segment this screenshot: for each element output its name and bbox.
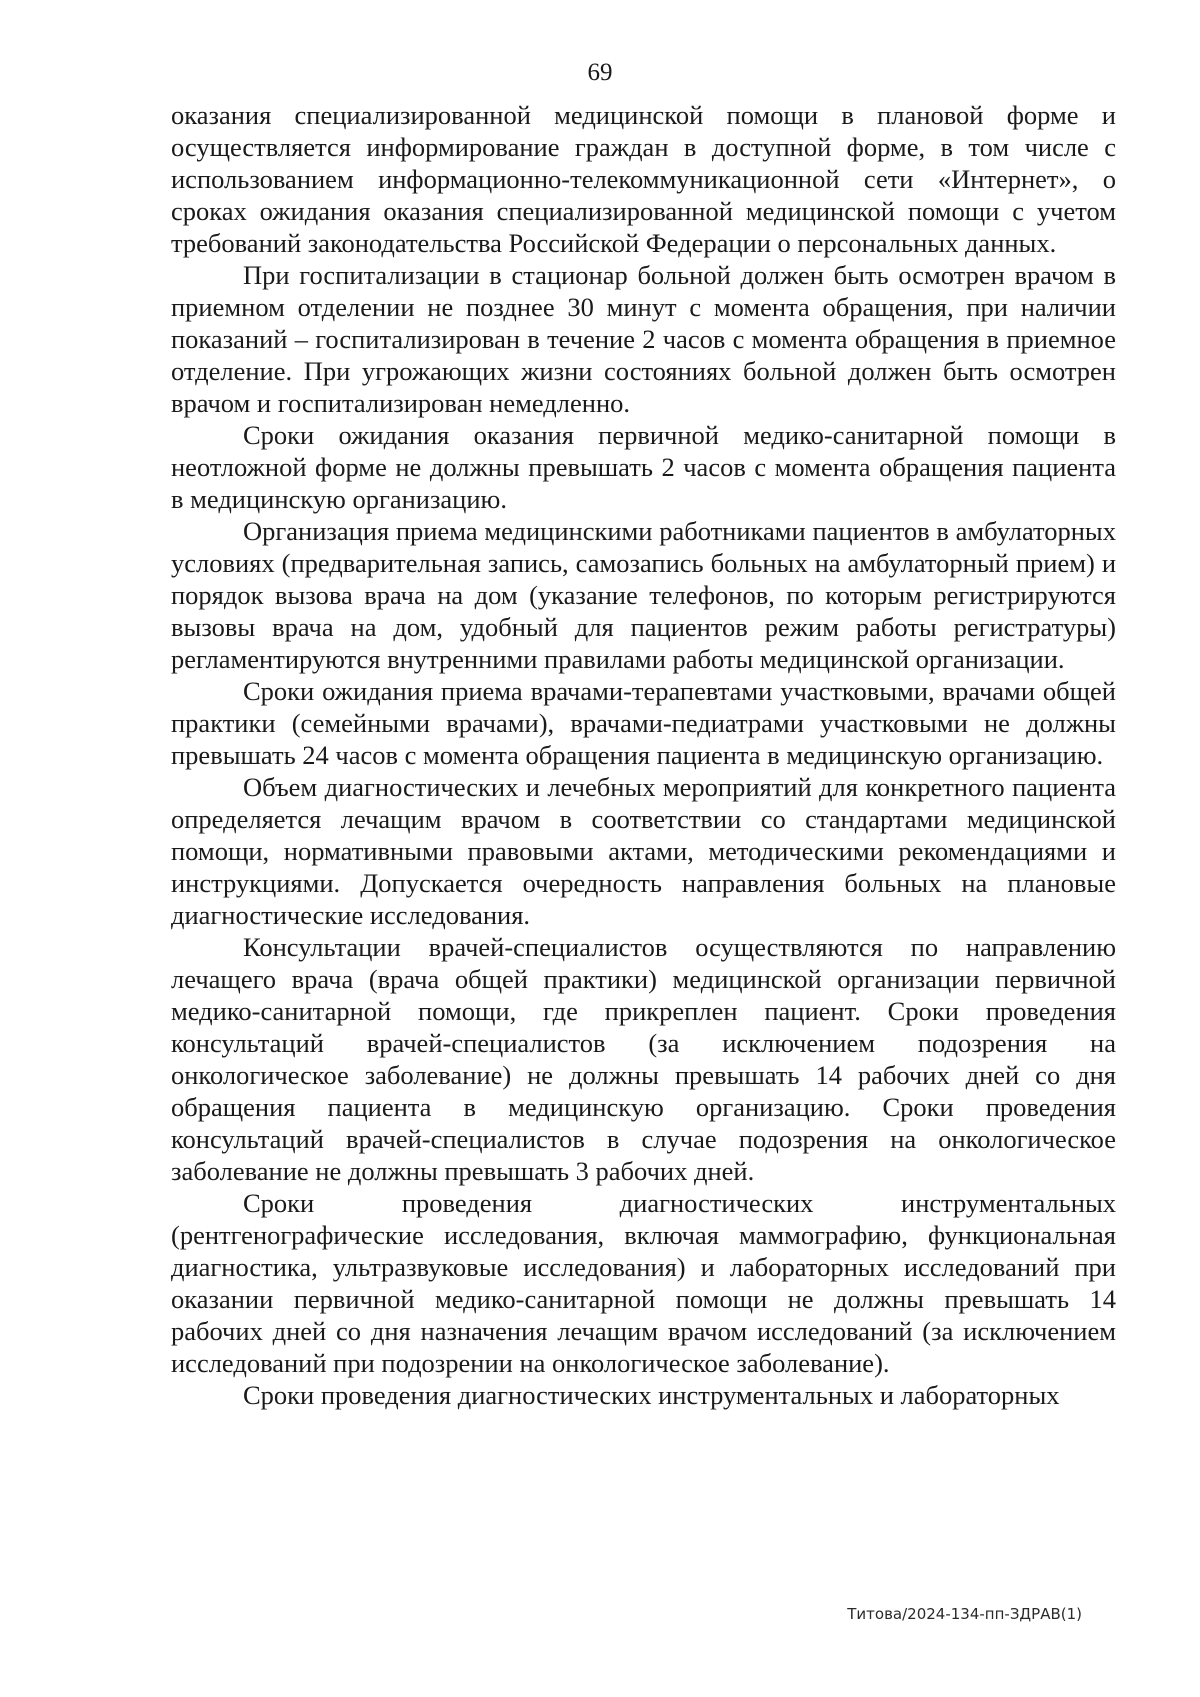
paragraph-9: Сроки проведения диагностических инструментальных и лабораторных: [243, 1380, 1060, 1410]
document-body: [171, 99, 1116, 1411]
paragraph-3: Сроки ожидания оказания первичной медико-санитарной помощи в неотложной форме не должны превышать 2 часов с момента обращения пациента в медицинскую организацию.: [171, 420, 1116, 514]
footer-document-reference: Титова/2024-134-пп-ЗДРАВ(1): [847, 1605, 1082, 1623]
paragraph-7: Консультации врачей-специалистов осуществляются по направлению лечащего врача (врача общей практики) медицинской организации первичной медико-санитарной помощи, где прикреплен пациент. Сроки проведения консультаций врачей-специалистов (за исключением подозрения на онкологическое заболевание) не должны превышать 14 рабочих дней со дня обращения пациента в медицинскую организацию. Сроки проведения консультаций врачей-специалистов в случае подозрения на онкологическое заболевание не должны превышать 3 рабочих дней.: [171, 932, 1116, 1186]
paragraph-1: оказания специализированной медицинской помощи в плановой форме и осуществляется информирование граждан в доступной форме, в том числе с использованием информационно-телекоммуникационной сети «Интернет», о сроках ожидания оказания специализированной медицинской помощи с учетом требований законодательства Российской Федерации о персональных данных.: [171, 100, 1116, 258]
paragraph-8: Сроки проведения диагностических инструментальных (рентгенографические исследования, включая маммографию, функциональная диагностика, ультразвуковые исследования) и лабораторных исследований при оказании первичной медико-санитарной помощи не должны превышать 14 рабочих дней со дня назначения лечащим врачом исследований (за исключением исследований при подозрении на онкологическое заболевание).: [171, 1188, 1116, 1378]
paragraph-5: Сроки ожидания приема врачами-терапевтами участковыми, врачами общей практики (семейными врачами), врачами-педиатрами участковыми не должны превышать 24 часов с момента обращения пациента в медицинскую организацию.: [171, 676, 1116, 770]
page-number: 69: [587, 59, 613, 86]
paragraph-2: При госпитализации в стационар больной должен быть осмотрен врачом в приемном отделении не позднее 30 минут с момента обращения, при наличии показаний – госпитализирован в течение 2 часов с момента обращения в приемное отделение. При угрожающих жизни состояниях больной должен быть осмотрен врачом и госпитализирован немедленно.: [171, 260, 1116, 418]
paragraph-6: Объем диагностических и лечебных мероприятий для конкретного пациента определяется лечащим врачом в соответствии со стандартами медицинской помощи, нормативными правовыми актами, методическими рекомендациями и инструкциями. Допускается очередность направления больных на плановые диагностические исследования.: [171, 772, 1116, 930]
paragraph-4: Организация приема медицинскими работниками пациентов в амбулаторных условиях (предварительная запись, самозапись больных на амбулаторный прием) и порядок вызова врача на дом (указание телефонов, по которым регистрируются вызовы врача на дом, удобный для пациентов режим работы регистратуры) регламентируются внутренними правилами работы медицинской организации.: [171, 516, 1116, 674]
